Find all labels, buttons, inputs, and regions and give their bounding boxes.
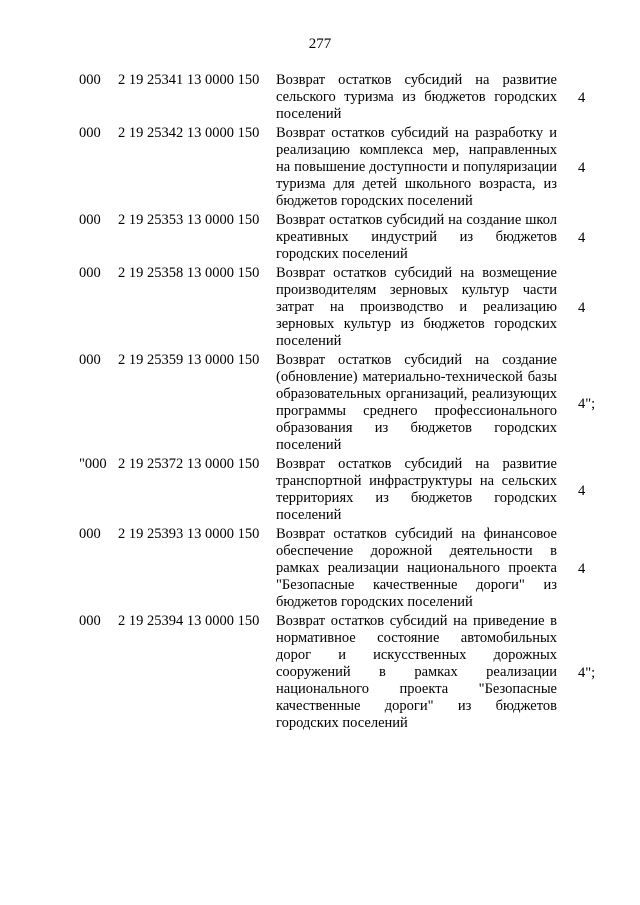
- row-description: Возврат остатков субсидий на приведение в нормативное состояние автомобильных дорог и искусственных дорожных сооружений в рамках реализации национального проекта "Безопасные качественные дороги" из бюджетов городских поселений: [276, 613, 557, 731]
- table-row: [0, 456, 640, 526]
- row-description: Возврат остатков субсидий на развитие сельского туризма из бюджетов городских поселений: [276, 72, 557, 122]
- budget-code: 2 19 25394 13 0000 150: [118, 613, 260, 629]
- page-number: 277: [308, 36, 332, 52]
- row-description: Возврат остатков субсидий на финансовое обеспечение дорожной деятельности в рамках реализации национального проекта "Безопасные качественные дороги" из бюджетов городских поселений: [276, 526, 557, 610]
- table-row: [0, 613, 640, 734]
- table-row: [0, 72, 640, 125]
- row-value: 4: [578, 160, 586, 176]
- row-value: 4";: [578, 665, 596, 681]
- table-row: [0, 265, 640, 352]
- row-description: Возврат остатков субсидий на возмещение производителям зерновых культур части затрат на производство и реализацию зерновых культур из бюджетов городских поселений: [276, 265, 557, 349]
- admin-code: 000: [79, 72, 101, 88]
- row-value: 4: [578, 561, 586, 577]
- row-value: 4";: [578, 395, 596, 412]
- table-row: [0, 526, 640, 613]
- admin-code: 000: [79, 125, 101, 141]
- row-value: 4: [578, 482, 586, 499]
- budget-code: 2 19 25359 13 0000 150: [118, 352, 260, 368]
- row-description: Возврат остатков субсидий на создание (обновление) материально-технической базы образовательных организаций, реализующих программы среднего профессионального образования из бюджетов городских поселений: [276, 352, 557, 453]
- budget-code: 2 19 25353 13 0000 150: [118, 212, 260, 228]
- row-description: Возврат остатков субсидий на развитие транспортной инфраструктуры на сельских территориях из бюджетов городских поселений: [276, 456, 557, 523]
- row-value: 4: [578, 300, 586, 316]
- admin-code: 000: [79, 526, 101, 542]
- table-row: [0, 125, 640, 212]
- budget-code: 2 19 25372 13 0000 150: [118, 456, 260, 472]
- admin-code: 000: [79, 352, 101, 368]
- table-row: [0, 212, 640, 265]
- budget-code: 2 19 25358 13 0000 150: [118, 265, 260, 281]
- admin-code: "000: [79, 456, 107, 472]
- admin-code: 000: [79, 212, 101, 228]
- budget-code: 2 19 25341 13 0000 150: [118, 72, 260, 88]
- budget-table: [0, 72, 640, 734]
- row-value: 4: [578, 90, 586, 106]
- row-value: 4: [578, 230, 586, 246]
- budget-code: 2 19 25342 13 0000 150: [118, 125, 260, 141]
- budget-code: 2 19 25393 13 0000 150: [118, 526, 260, 542]
- admin-code: 000: [79, 613, 101, 629]
- row-description: Возврат остатков субсидий на разработку и реализацию комплекса мер, направленных на повышение доступности и популяризации туризма для детей школьного возраста, из бюджетов городских поселений: [276, 125, 557, 209]
- table-row: [0, 352, 640, 456]
- row-description: Возврат остатков субсидий на создание школ креативных индустрий из бюджетов городских поселений: [276, 212, 557, 262]
- admin-code: 000: [79, 265, 101, 281]
